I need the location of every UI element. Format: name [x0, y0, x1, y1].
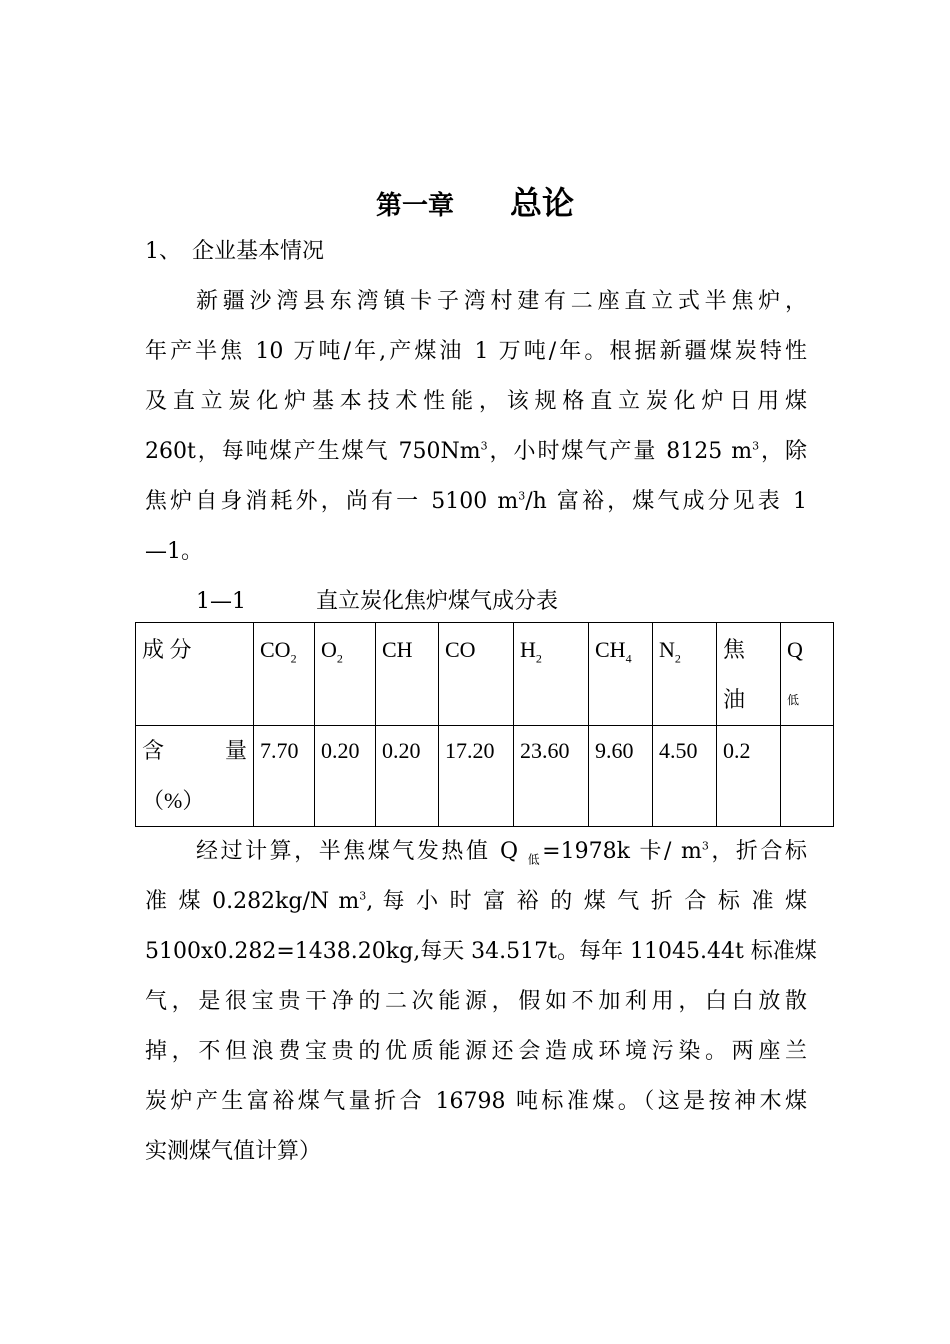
value-o2: 0.20 [315, 726, 376, 827]
para2-line-5: 掉，不但浪费宝贵的优质能源还会造成环境污染。两座兰 [145, 1039, 807, 1064]
value-ch: 0.20 [376, 726, 439, 827]
value-h2: 23.60 [514, 726, 589, 827]
gas-composition-table [135, 622, 834, 827]
table-header-row [136, 623, 834, 726]
para2-line-6: 炭炉产生富裕煤气量折合 16798 吨标准煤。（这是按神木煤 [145, 1089, 807, 1114]
header-tar: 焦油 [717, 623, 781, 726]
header-n2: $N_2$ [653, 623, 717, 726]
header-co: CO [439, 623, 514, 726]
chapter-label: 第一章 [375, 191, 454, 221]
header-ch4: $CH_4$ [589, 623, 653, 726]
header-q-low: Q 低 [781, 623, 834, 726]
header-ch: CH [376, 623, 439, 726]
table-row [136, 726, 834, 827]
value-co: 17.20 [439, 726, 514, 827]
value-tar: 0.2 [717, 726, 781, 827]
para2-line-7: 实测煤气值计算） [145, 1139, 322, 1164]
header-o2: $O_2$ [315, 623, 376, 726]
header-h2: $H_2$ [514, 623, 589, 726]
para1-line-3: 及直立炭化炉基本技术性能，该规格直立炭化炉日用煤 [145, 389, 807, 414]
para2-line-3: 5100x0.282=1438.20kg,每天 34.517t。每年 11045.44t 标准煤 [145, 939, 817, 964]
section-heading: 1、 企业基本情况 [145, 239, 324, 264]
para1-line-6: —1。 [145, 539, 203, 564]
table-caption [196, 584, 858, 615]
value-co2: 7.70 [254, 726, 315, 827]
header-component: 成 分 [136, 623, 254, 726]
para2-line-1: 经过计算，半焦煤气发热值 Q $_低$=1978k 卡/ $m^3$，折合标 [196, 839, 807, 867]
para1-line-2: 年产半焦 10 万吨/年,产煤油 1 万吨/年。根据新疆煤炭特性 [145, 339, 807, 364]
para1-line-4: 260t，每吨煤产生煤气 750Nm$^3$，小时煤气产量 8125 $m^3$，除 [145, 439, 807, 464]
para1-line-5: 焦炉自身消耗外，尚有一 5100 $m^3/h$ 富裕，煤气成分见表 1 [145, 489, 807, 514]
row-label-content: 含 量 （%） [136, 726, 254, 827]
para2-line-4: 气，是很宝贵干净的二次能源，假如不加利用，白白放散 [145, 989, 807, 1014]
value-n2: 4.50 [653, 726, 717, 827]
chapter-heading [0, 178, 950, 224]
table-number: 1—1 [196, 589, 246, 614]
chapter-title: 总论 [510, 184, 575, 222]
para1-line-1: 新疆沙湾县东湾镇卡子湾村建有二座直立式半焦炉， [196, 289, 807, 314]
para2-line-2: 准 煤 0.282kg/N $m^3$, 每 小 时 富 裕 的 煤 气 折 合 标 准 煤 [145, 889, 807, 914]
value-ch4: 9.60 [589, 726, 653, 827]
table-title: 直立炭化焦炉煤气成分表 [316, 589, 559, 614]
header-co2: $CO_2$ [254, 623, 315, 726]
value-q-low [781, 726, 834, 827]
